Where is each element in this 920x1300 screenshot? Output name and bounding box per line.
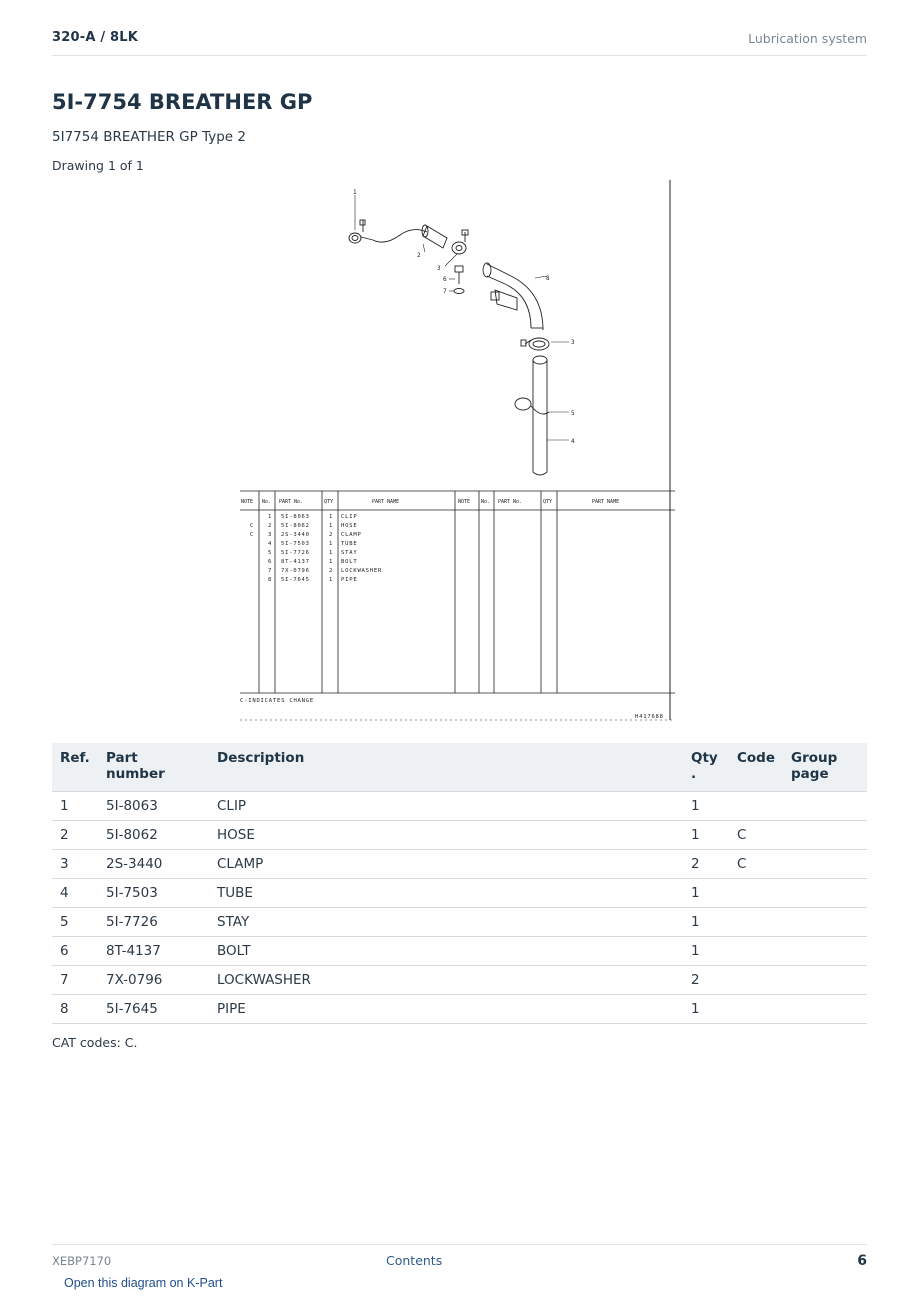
- open-kpart-link[interactable]: Open this diagram on K-Part: [64, 1276, 223, 1290]
- tube-part: [533, 356, 569, 475]
- page-footer: [52, 1244, 867, 1270]
- inner-row-qty: 1: [329, 514, 334, 520]
- cell-group-page: [783, 995, 867, 1024]
- col-part-number: Part number: [98, 743, 209, 792]
- inner-header-note: NOTE: [458, 499, 471, 505]
- section-name: Lubrication system: [748, 31, 867, 46]
- inner-row-part-no: 8T-4137: [281, 559, 310, 565]
- col-group-line1: Group: [791, 750, 838, 766]
- parts-table: [52, 743, 867, 1024]
- cell-code: [729, 995, 783, 1024]
- col-qty-line2: .: [691, 766, 697, 782]
- table-row: [52, 995, 867, 1024]
- callout-label: 5: [571, 410, 575, 417]
- inner-row-part-no: 5I-7726: [281, 550, 310, 556]
- col-description: Description: [209, 743, 683, 792]
- inner-row-qty: 1: [329, 577, 334, 583]
- clamp-part-lower: [521, 338, 569, 350]
- cell-code: [729, 792, 783, 821]
- inner-row-name: BOLT: [341, 559, 358, 565]
- inner-header-note: NOTE: [241, 499, 254, 505]
- inner-row-part-no: 2S-3440: [281, 532, 310, 538]
- cell-qty: 1: [683, 879, 729, 908]
- callout-label: 1: [353, 189, 357, 196]
- inner-row-note: C: [250, 523, 255, 529]
- cell-ref: 3: [52, 850, 98, 879]
- col-group-line2: page: [791, 766, 829, 782]
- cell-ref: 6: [52, 937, 98, 966]
- cell-code: C: [729, 821, 783, 850]
- cell-part-number: 8T-4137: [98, 937, 209, 966]
- callout-label: 3: [571, 339, 575, 346]
- inner-row-qty: 1: [329, 541, 334, 547]
- cell-code: C: [729, 850, 783, 879]
- cell-qty: 1: [683, 821, 729, 850]
- table-row: [52, 879, 867, 908]
- machine-model: 320-A / 8LK: [52, 30, 138, 45]
- inner-row-name: CLAMP: [341, 532, 362, 538]
- page-number: 6: [857, 1253, 867, 1269]
- cell-group-page: [783, 937, 867, 966]
- bolt-washer-part: [449, 266, 464, 294]
- stay-part: [515, 398, 569, 414]
- cell-part-number: 7X-0796: [98, 966, 209, 995]
- clamp-part-upper: [445, 230, 468, 266]
- inner-row-part-no: 7X-0796: [281, 568, 310, 574]
- callout-label: 6: [443, 276, 447, 283]
- cell-group-page: [783, 821, 867, 850]
- inner-row-name: PIPE: [341, 577, 358, 583]
- hose-part: [373, 225, 447, 252]
- callout-label: 2: [417, 252, 421, 259]
- col-ref: Ref.: [52, 743, 98, 792]
- callout-label: 3: [437, 265, 441, 272]
- page-title: 5I-7754 BREATHER GP: [52, 90, 313, 114]
- cell-part-number: 5I-7503: [98, 879, 209, 908]
- cell-group-page: [783, 908, 867, 937]
- inner-header-no: No.: [262, 499, 272, 505]
- table-row: [52, 821, 867, 850]
- inner-row-part-no: 5I-7503: [281, 541, 310, 547]
- inner-row-qty: 1: [329, 550, 334, 556]
- clip-part: [349, 195, 373, 243]
- inner-row-name: TUBE: [341, 541, 358, 547]
- col-group-page: [783, 743, 867, 792]
- inner-row-no: 4: [268, 541, 273, 547]
- cell-ref: 2: [52, 821, 98, 850]
- cell-group-page: [783, 850, 867, 879]
- table-row: [52, 966, 867, 995]
- inner-row-no: 8: [268, 577, 273, 583]
- cell-part-number: 2S-3440: [98, 850, 209, 879]
- cell-code: [729, 966, 783, 995]
- cell-description: LOCKWASHER: [209, 966, 683, 995]
- table-row: [52, 792, 867, 821]
- inner-row-qty: 1: [329, 523, 334, 529]
- inner-row-qty: 2: [329, 532, 334, 538]
- callout-label: 8: [546, 275, 550, 282]
- callout-label: 7: [443, 288, 447, 295]
- cell-ref: 7: [52, 966, 98, 995]
- inner-header-part-name: PART NAME: [592, 499, 620, 505]
- inner-row-note: C: [250, 532, 255, 538]
- cell-code: [729, 937, 783, 966]
- cell-part-number: 5I-8063: [98, 792, 209, 821]
- cell-qty: 1: [683, 908, 729, 937]
- inner-header-no: No.: [481, 499, 491, 505]
- inner-row-no: 5: [268, 550, 273, 556]
- inner-header-part-name: PART NAME: [372, 499, 400, 505]
- drawing-id: H417688: [635, 714, 664, 720]
- cell-group-page: [783, 792, 867, 821]
- cell-qty: 2: [683, 966, 729, 995]
- cell-part-number: 5I-7726: [98, 908, 209, 937]
- inner-header-qty: QTY: [324, 499, 334, 505]
- cell-group-page: [783, 879, 867, 908]
- inner-row-qty: 1: [329, 559, 334, 565]
- cell-part-number: 5I-8062: [98, 821, 209, 850]
- parts-diagram[interactable]: [235, 180, 680, 725]
- inner-row-no: 3: [268, 532, 273, 538]
- cell-description: CLIP: [209, 792, 683, 821]
- inner-row-part-no: 5I-8062: [281, 523, 310, 529]
- inner-header-qty: QTY: [543, 499, 553, 505]
- cell-qty: 1: [683, 937, 729, 966]
- inner-row-name: HOSE: [341, 523, 358, 529]
- cell-code: [729, 908, 783, 937]
- inner-row-name: LOCKWASHER: [341, 568, 383, 574]
- cell-ref: 5: [52, 908, 98, 937]
- page-header: [52, 28, 867, 56]
- col-qty: [683, 743, 729, 792]
- cat-codes-note: CAT codes: C.: [52, 1035, 138, 1050]
- cell-description: CLAMP: [209, 850, 683, 879]
- table-row: [52, 908, 867, 937]
- contents-link[interactable]: Contents: [386, 1253, 443, 1268]
- inner-row-qty: 2: [329, 568, 334, 574]
- inner-row-name: STAY: [341, 550, 358, 556]
- inner-row-no: 2: [268, 523, 273, 529]
- inner-row-no: 1: [268, 514, 273, 520]
- cell-ref: 4: [52, 879, 98, 908]
- pipe-part: [483, 263, 547, 330]
- cell-group-page: [783, 966, 867, 995]
- inner-header-part-no: PART No.: [279, 499, 304, 505]
- cell-description: HOSE: [209, 821, 683, 850]
- cell-qty: 1: [683, 792, 729, 821]
- document-id: XEBP7170: [52, 1254, 112, 1268]
- cell-qty: 2: [683, 850, 729, 879]
- col-qty-line1: Qty: [691, 750, 718, 766]
- cell-ref: 8: [52, 995, 98, 1024]
- table-row: [52, 937, 867, 966]
- callout-label: 4: [571, 438, 575, 445]
- inner-row-part-no: 5I-7645: [281, 577, 310, 583]
- cell-description: PIPE: [209, 995, 683, 1024]
- col-code: Code: [729, 743, 783, 792]
- inner-table-legend: C-INDICATES CHANGE: [240, 698, 315, 704]
- inner-row-no: 6: [268, 559, 273, 565]
- inner-header-part-no: PART No.: [498, 499, 523, 505]
- inner-row-name: CLIP: [341, 514, 358, 520]
- table-header-row: [52, 743, 867, 792]
- drawing-count: Drawing 1 of 1: [52, 158, 144, 173]
- cell-description: BOLT: [209, 937, 683, 966]
- inner-row-part-no: 5I-8063: [281, 514, 310, 520]
- cell-qty: 1: [683, 995, 729, 1024]
- cell-description: STAY: [209, 908, 683, 937]
- cell-code: [729, 879, 783, 908]
- inner-row-no: 7: [268, 568, 273, 574]
- cell-ref: 1: [52, 792, 98, 821]
- cell-part-number: 5I-7645: [98, 995, 209, 1024]
- table-row: [52, 850, 867, 879]
- cell-description: TUBE: [209, 879, 683, 908]
- page-subtitle: 5I7754 BREATHER GP Type 2: [52, 129, 246, 145]
